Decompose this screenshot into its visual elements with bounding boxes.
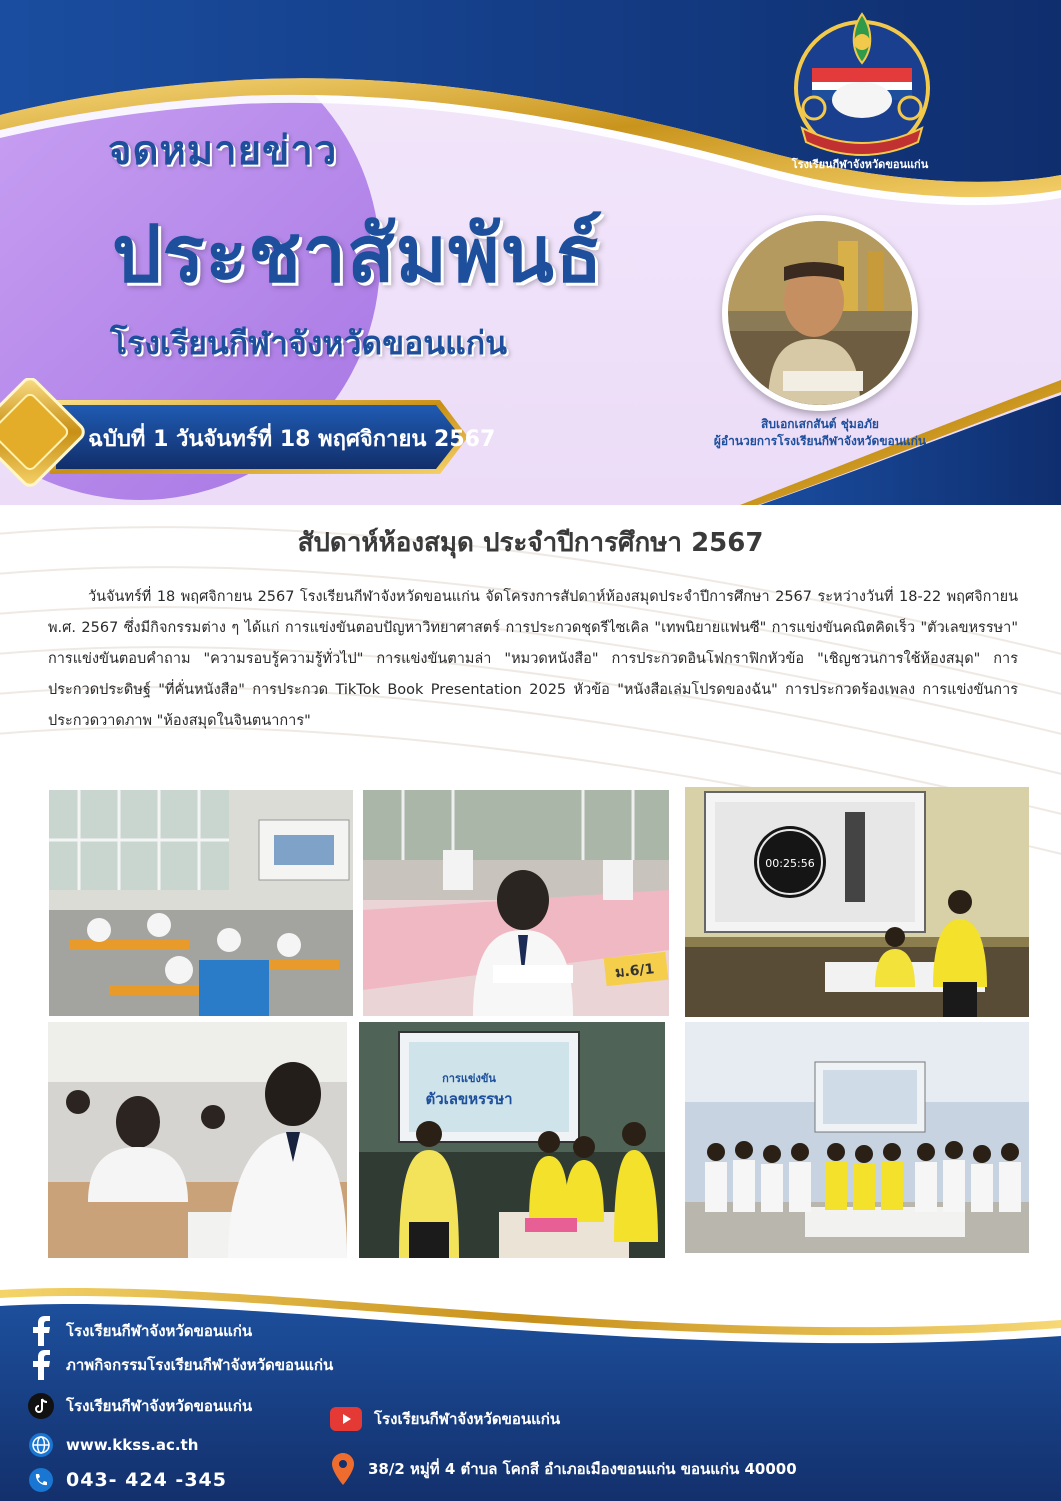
location-pin-icon: [330, 1456, 356, 1482]
school-logo-icon: [792, 8, 932, 158]
address-label: 38/2 หมู่ที่ 4 ตำบล โคกสี อำเภอเมืองขอนแก่น ขอนแก่น 40000: [368, 1460, 797, 1478]
timer-readout: 00:25:56: [765, 857, 815, 870]
address: [330, 1456, 797, 1482]
director-portrait: [722, 215, 918, 411]
photo-contest-host: [359, 1022, 665, 1258]
issue-date: ฉบับที่ 1 วันจันทร์ที่ 18 พฤศจิกายน 2567: [88, 427, 496, 452]
director-name: สิบเอกเสกสันต์ ชุ่มอภัย: [761, 417, 879, 431]
school-name: โรงเรียนกีฬาจังหวัดขอนแก่น: [110, 324, 508, 362]
tiktok-icon: [28, 1393, 54, 1419]
facebook-label-1: โรงเรียนกีฬาจังหวัดขอนแก่น: [66, 1322, 253, 1340]
youtube-link[interactable]: [330, 1406, 560, 1432]
article-title: สัปดาห์ห้องสมุด ประจำปีการศึกษา 2567: [297, 528, 764, 558]
header: [0, 0, 1061, 505]
phone-icon: [28, 1467, 54, 1493]
director-caption: [700, 416, 940, 450]
phone-link[interactable]: [28, 1467, 227, 1493]
youtube-label: โรงเรียนกีฬาจังหวัดขอนแก่น: [374, 1410, 561, 1428]
photo-students-writing: [363, 790, 669, 1016]
tiktok-label: โรงเรียนกีฬาจังหวัดขอนแก่น: [66, 1397, 253, 1415]
tiktok-link[interactable]: [28, 1393, 252, 1419]
footer: [0, 1280, 1061, 1501]
director-title: ผู้อำนวยการโรงเรียนกีฬาจังหวัดขอนแก่น: [713, 434, 927, 448]
facebook-link-2[interactable]: [28, 1352, 333, 1378]
facebook-label-2: ภาพกิจกรรมโรงเรียนกีฬาจังหวัดขอนแก่น: [66, 1356, 334, 1374]
website-label: www.kkss.ac.th: [66, 1436, 199, 1454]
screen-title-line-1: การแข่งขัน: [442, 1072, 496, 1085]
article-body: วันจันทร์ที่ 18 พฤศจิกายน 2567 โรงเรียนกีฬาจังหวัดขอนแก่น จัดโครงการสัปดาห์ห้องสมุดประจำปีการศึกษา 2567 ระหว่างวันที่ 18-22 พฤศจิกายน พ.ศ. 2567 ซึ่งมีกิจกรรมต่าง ๆ ได้แก่ การแข่งขันตอบปัญหาวิทยาศาสตร์ การประกวดชุดรีไซเคิล "เทพนิยายแฟนซี" การแข่งขันคณิตคิดเร็ว "ตัวเลขหรรษา" การแข่งขันตอบคำถาม "ความรอบรู้ความรู้ทั่วไป" การแข่งขันตามล่า "หมวดหนังสือ" การประกวดอินโฟกราฟิกหัวข้อ "เชิญชวนการใช้ห้องสมุด" การประกวดประดิษฐ์ "ที่คั่นหนังสือ" การประกวด TikTok Book Presentation 2025 หัวข้อ "หนังสือเล่มโปรดของฉัน" การประกวดร้องเพลง การแข่งขันการประกวดวาดภาพ "ห้องสมุดในจินตนาการ": [48, 589, 1018, 729]
photo-group: [685, 1022, 1029, 1253]
photo-timer-screen: [685, 787, 1029, 1017]
website-link[interactable]: [28, 1432, 198, 1458]
facebook-icon: [28, 1318, 54, 1344]
facebook-link-1[interactable]: [28, 1318, 252, 1344]
photo-exam-hall: [49, 790, 353, 1016]
newsletter-label: จดหมายข่าว: [108, 128, 338, 174]
desk-sign-label: ม.6/1: [614, 961, 656, 982]
facebook-icon: [28, 1352, 54, 1378]
page-title: ประชาสัมพันธ์: [112, 210, 604, 300]
photo-student-closeup: [48, 1022, 347, 1258]
globe-icon: [28, 1432, 54, 1458]
director-photo: [728, 221, 912, 405]
youtube-icon: [330, 1406, 362, 1432]
phone-label: 043- 424 -345: [66, 1469, 227, 1491]
screen-title-line-2: ตัวเลขหรรษา: [425, 1090, 513, 1108]
logo-caption: โรงเรียนกีฬาจังหวัดขอนแก่น: [791, 158, 929, 171]
